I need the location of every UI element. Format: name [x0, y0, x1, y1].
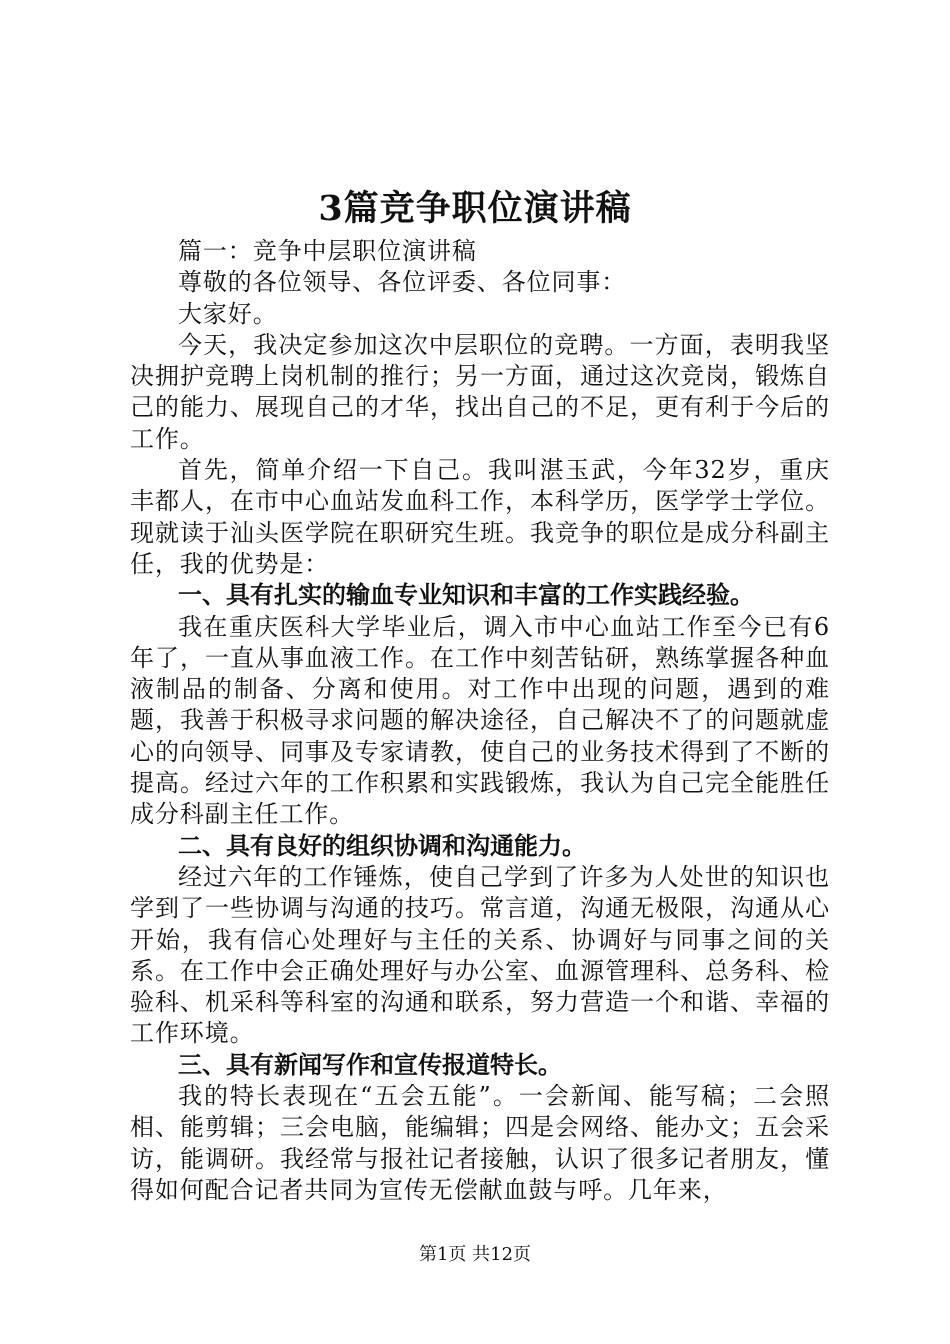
salutation: 尊敬的各位领导、各位评委、各位同事： — [178, 268, 627, 297]
body-paragraph: 首先，简单介绍一下自己。我叫湛玉武，今年32岁，重庆丰都人，在市中心血站发血科工作，本科学历，医学学士学位。现就读于汕头医学院在职研究生班。我竞争的职位是成分科副主任，我的优势是： — [130, 456, 830, 578]
body-paragraph: 我在重庆医科大学毕业后，调入市中心血站工作至今已有6年了，一直从事血液工作。在工作中刻苦钻研，熟练掌握各种血液制品的制备、分离和使用。对工作中出现的问题，遇到的难题，我善于积极寻求问题的解决途径，自己解决不了的问题就虚心的向领导、同事及专家请教，使自己的业务技术得到了不断的提高。经过六年的工作积累和实践锻炼，我认为自己完全能胜任成分科副主任工作。 — [130, 612, 830, 829]
subheading: 三、具有新闻写作和宣传报道特长。 — [178, 1050, 562, 1079]
document-title: 3篇竞争职位演讲稿 — [318, 188, 632, 229]
section-heading: 篇一：竞争中层职位演讲稿 — [178, 237, 477, 265]
greeting: 大家好。 — [178, 299, 278, 328]
document-body — [130, 236, 830, 1206]
subheading: 二、具有良好的组织协调和沟通能力。 — [178, 831, 586, 860]
page-footer: 第1页 共12页 — [418, 1244, 532, 1265]
body-paragraph: 今天，我决定参加这次中层职位的竞聘。一方面，表明我坚决拥护竞聘上岗机制的推行；另一方面，通过这次竞岗，锻炼自己的能力、展现自己的才华，找出自己的不足，更有利于今后的工作。 — [130, 330, 830, 453]
body-paragraph: 我的特长表现在“五会五能”。一会新闻、能写稿；二会照相、能剪辑；三会电脑，能编辑；四是会网络、能办文；五会采访，能调研。我经常与报社记者接触，认识了很多记者朋友，懂得如何配合记者共同为宣传无偿献血鼓与呼。几年来， — [130, 1082, 830, 1204]
subheading: 一、具有扎实的输血专业知识和丰富的工作实践经验。 — [178, 581, 754, 610]
body-paragraph: 经过六年的工作锤炼，使自己学到了许多为人处世的知识也学到了一些协调与沟通的技巧。常言道，沟通无极限，沟通从心开始，我有信心处理好与主任的关系、协调好与同事之间的关系。在工作中会正确处理好与办公室、血源管理科、总务科、检验科、机采科等科室的沟通和联系，努力营造一个和谐、幸福的工作环境。 — [130, 862, 830, 1048]
